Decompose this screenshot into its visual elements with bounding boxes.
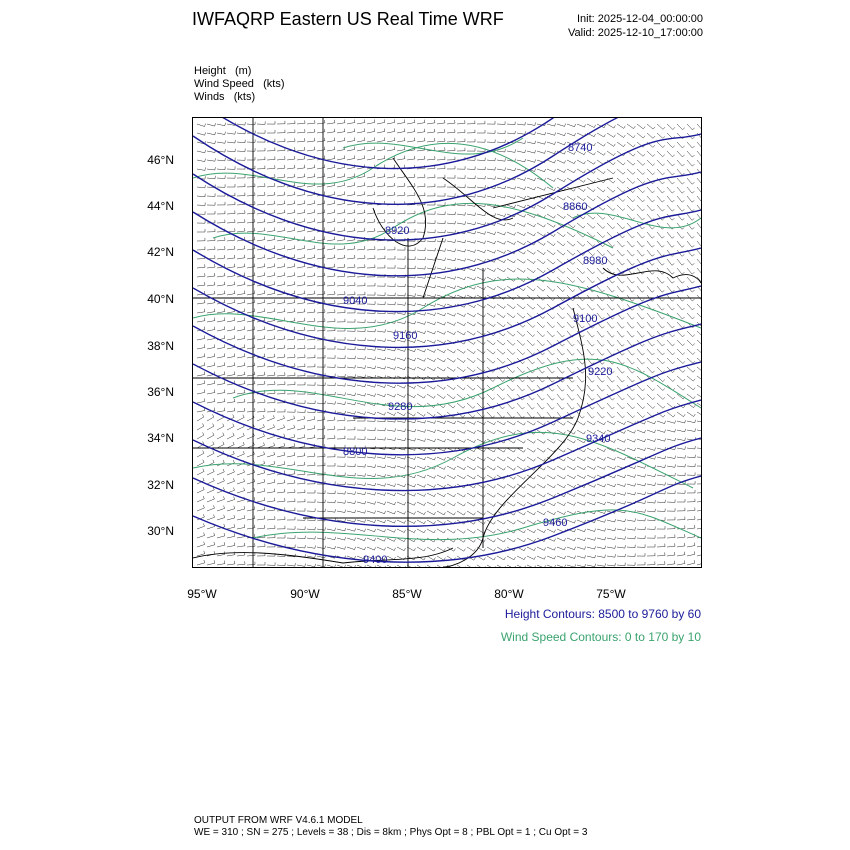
wind-speed-contour <box>253 510 701 540</box>
height-contour-label: 8860 <box>563 201 588 213</box>
field-height <box>194 65 251 77</box>
wind-speed-contour <box>233 359 701 408</box>
height-contour <box>193 476 701 562</box>
wind-speed-contour <box>573 213 701 228</box>
height-contour-label: 9280 <box>388 401 413 413</box>
chart-title: IWFAQRP Eastern US Real Time WRF <box>192 9 504 29</box>
height-contour-label: 9100 <box>573 313 598 325</box>
height-contour-label: 9040 <box>343 295 368 307</box>
height-contour <box>193 324 701 419</box>
height-contour <box>193 118 701 204</box>
state-boundaries <box>193 118 701 567</box>
height-contour <box>193 438 701 526</box>
lon-label: 95°W <box>187 587 217 601</box>
model-footer: OUTPUT FROM WRF V4.6.1 MODEL <box>194 815 363 826</box>
map-panel <box>192 117 702 568</box>
height-contour-label: 8800 <box>343 446 368 458</box>
lon-label: 85°W <box>392 587 422 601</box>
height-contour <box>193 210 701 312</box>
state-boundary <box>443 178 513 220</box>
field-name: Winds <box>194 91 225 103</box>
height-contour-label: 8740 <box>568 142 593 154</box>
wind-speed-contour <box>343 138 523 154</box>
field-unit: (kts) <box>233 91 256 103</box>
field-unit: (kts) <box>263 78 285 90</box>
lat-label: 36°N <box>147 385 174 399</box>
wind-contour-legend: Wind Speed Contours: 0 to 170 by 10 <box>500 630 701 644</box>
height-contour-legend: Height Contours: 8500 to 9760 by 60 <box>504 607 701 621</box>
height-contour-label: 9400 <box>363 554 388 566</box>
height-contour-label: 8980 <box>583 255 608 267</box>
lon-label: 80°W <box>494 587 524 601</box>
height-contour-label: 8920 <box>385 225 410 237</box>
lon-label: 90°W <box>290 587 320 601</box>
lat-label: 38°N <box>147 339 174 353</box>
height-contour-label: 9340 <box>586 433 611 445</box>
lon-label: 75°W <box>596 587 626 601</box>
lat-label: 46°N <box>147 153 174 167</box>
field-unit: (m) <box>234 65 252 77</box>
lat-label: 30°N <box>147 524 174 538</box>
field-wind-speed <box>194 78 285 90</box>
height-contour-label: 9160 <box>393 330 418 342</box>
field-winds <box>194 91 255 103</box>
field-name: Height <box>194 65 226 77</box>
init-time: Init: 2025-12-04_00:00:00 <box>577 13 703 25</box>
lat-label: 40°N <box>147 292 174 306</box>
lat-label: 32°N <box>147 478 174 492</box>
lat-label: 34°N <box>147 431 174 445</box>
height-contour-label: 9220 <box>588 366 613 378</box>
height-contour <box>193 286 701 383</box>
field-name: Wind Speed <box>194 78 254 90</box>
lat-label: 42°N <box>147 245 174 259</box>
map-canvas <box>193 118 701 567</box>
lat-label: 44°N <box>147 199 174 213</box>
valid-time: Valid: 2025-12-10_17:00:00 <box>568 27 703 39</box>
state-boundary <box>493 178 613 208</box>
model-config-footer: WE = 310 ; SN = 275 ; Levels = 38 ; Dis = 8km ; Phys Opt = 8 ; PBL Opt = 1 ; Cu Opt = 3 <box>194 827 588 838</box>
wind-speed-contour <box>193 432 693 488</box>
height-contour <box>193 172 701 276</box>
wind-speed-contours <box>193 138 701 540</box>
height-contour-label: 9460 <box>543 517 568 529</box>
state-boundary <box>423 238 443 298</box>
state-boundary <box>603 268 701 283</box>
